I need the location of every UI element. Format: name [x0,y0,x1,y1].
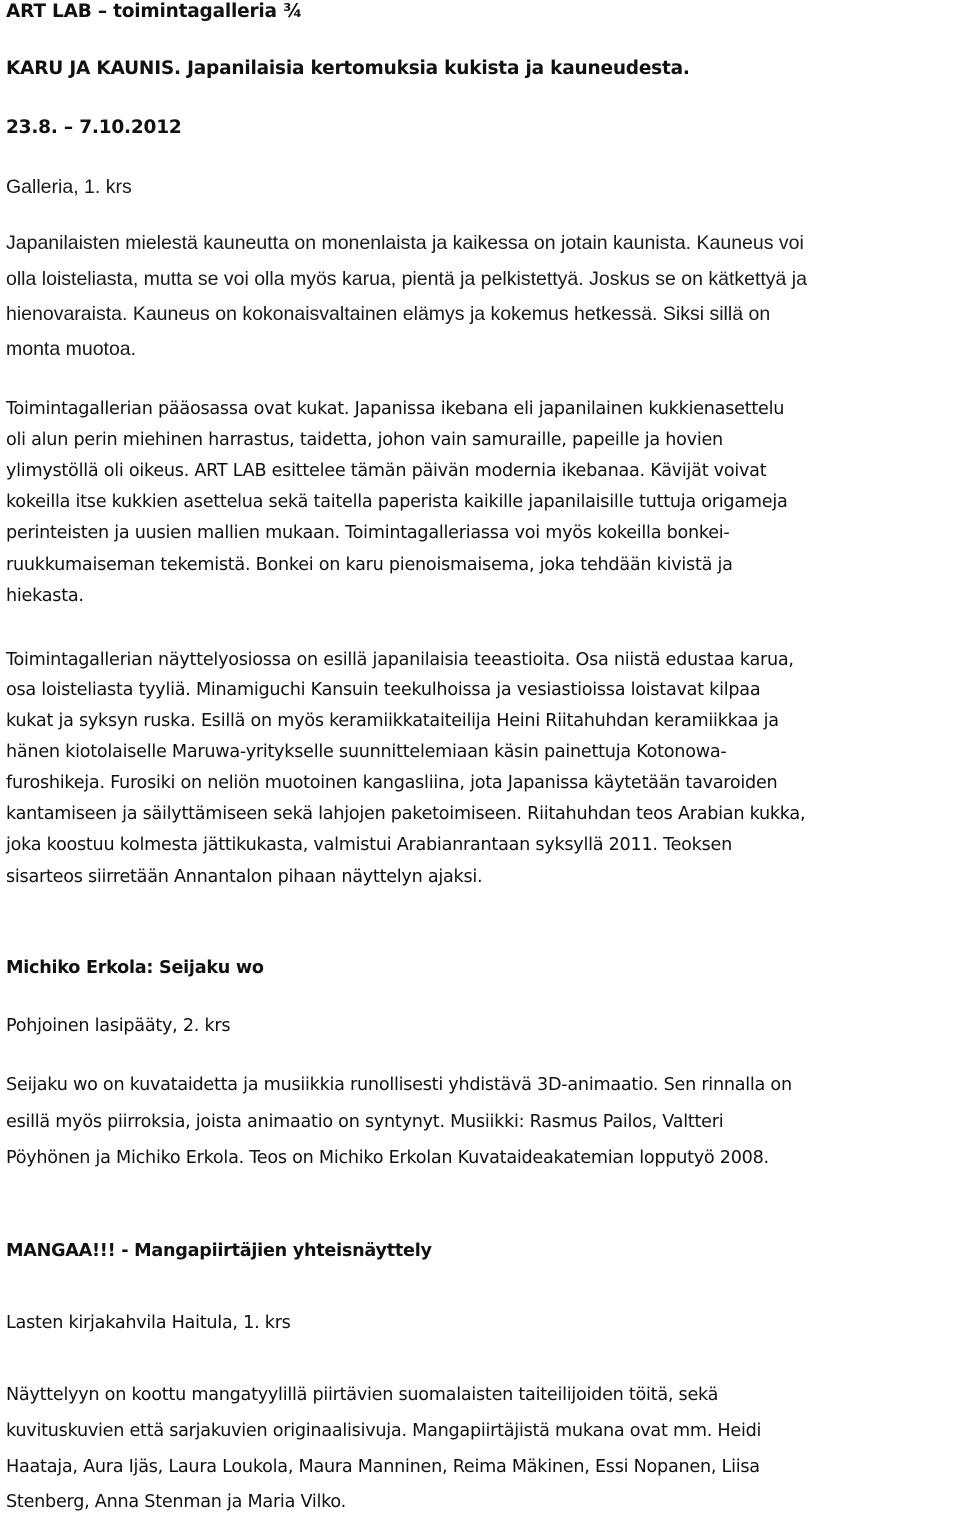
intro-line: olla loisteliasta, mutta se voi olla myös karua, pientä ja pelkistettyä. Joskus se on kätkettyä ja [6,268,807,290]
tea-line: osa loisteliasta tyyliä. Minamiguchi Kansuin teekulhoissa ja vesiastioissa loistavat kilpaa [6,680,761,700]
tea-line: kantamiseen ja säilyttämiseen sekä lahjojen paketoimiseen. Riitahuhdan teos Arabian kukka, [6,804,806,824]
flowers-line: kokeilla itse kukkien asettelua sekä taitella paperista kaikille japanilaisille tuttuja origameja [6,492,788,512]
seijaku-location: Pohjoinen lasipääty, 2. krs [6,1016,231,1036]
flowers-line: perinteisten ja uusien mallien mukaan. Toimintagalleriassa voi myös kokeilla bonkei- [6,523,730,543]
manga-line: Stenberg, Anna Stenman ja Maria Vilko. [6,1492,346,1512]
intro-line: Japanilaisten mielestä kauneutta on monenlaista ja kaikessa on jotain kaunista. Kauneus voi [6,232,804,254]
tea-line: furoshikeja. Furosiki on neliön muotoinen kangasliina, jota Japanissa käytetään tavaroiden [6,773,778,793]
exhibition-dates: 23.8. – 7.10.2012 [6,117,182,138]
exhibition-title: KARU JA KAUNIS. Japanilaisia kertomuksia kukista ja kauneudesta. [6,58,690,79]
manga-line: kuvituskuvien että sarjakuvien originaalisivuja. Mangapiirtäjistä mukana ovat mm. Heidi [6,1421,762,1441]
flowers-line: oli alun perin miehinen harrastus, taidetta, johon vain samuraille, papeille ja hovien [6,430,723,450]
intro-line: hienovaraista. Kauneus on kokonaisvaltainen elämys ja kokemus hetkessä. Siksi sillä on [6,303,771,325]
tea-line: hänen kiotolaiselle Maruwa-yritykselle suunnittelemiaan käsin painettuja Kotonowa- [6,742,727,762]
manga-line: Haataja, Aura Ijäs, Laura Loukola, Maura Manninen, Reima Mäkinen, Essi Nopanen, Liisa [6,1457,760,1477]
manga-title: MANGAA!!! - Mangapiirtäjien yhteisnäyttely [6,1241,432,1261]
tea-line: sisarteos siirretään Annantalon pihaan näyttelyn ajaksi. [6,867,483,887]
manga-location: Lasten kirjakahvila Haitula, 1. krs [6,1313,291,1333]
document-title: ART LAB – toimintagalleria ¾ [6,1,303,22]
exhibition-location: Galleria, 1. krs [6,176,132,198]
flowers-line: ruukkumaiseman tekemistä. Bonkei on karu pienoismaisema, joka tehdään kivistä ja [6,555,733,575]
intro-line: monta muotoa. [6,338,137,360]
manga-line: Näyttelyyn on koottu mangatyylillä piirtävien suomalaisten taiteilijoiden töitä, sekä [6,1385,719,1405]
flowers-line: Toimintagallerian pääosassa ovat kukat. Japanissa ikebana eli japanilainen kukkienasettelu [6,399,785,419]
tea-line: Toimintagallerian näyttelyosiossa on esillä japanilaisia teeastioita. Osa niistä edustaa karua, [6,650,794,670]
tea-line: joka koostuu kolmesta jättikukasta, valmistui Arabianrantaan syksyllä 2011. Teoksen [6,835,733,855]
flowers-line: hiekasta. [6,586,84,606]
seijaku-title: Michiko Erkola: Seijaku wo [6,958,264,978]
seijaku-line: Seijaku wo on kuvataidetta ja musiikkia runollisesti yhdistävä 3D-animaatio. Sen rinnalla on [6,1075,792,1095]
flowers-line: ylimystöllä oli oikeus. ART LAB esittelee tämän päivän modernia ikebanaa. Kävijät voivat [6,461,767,481]
tea-line: kukat ja syksyn ruska. Esillä on myös keramiikkataiteilija Heini Riitahuhdan keramiikkaa ja [6,711,779,731]
seijaku-line: Pöyhönen ja Michiko Erkola. Teos on Michiko Erkolan Kuvataideakatemian lopputyö 2008. [6,1148,769,1168]
seijaku-line: esillä myös piirroksia, joista animaatio on syntynyt. Musiikki: Rasmus Pailos, Valtteri [6,1112,724,1132]
